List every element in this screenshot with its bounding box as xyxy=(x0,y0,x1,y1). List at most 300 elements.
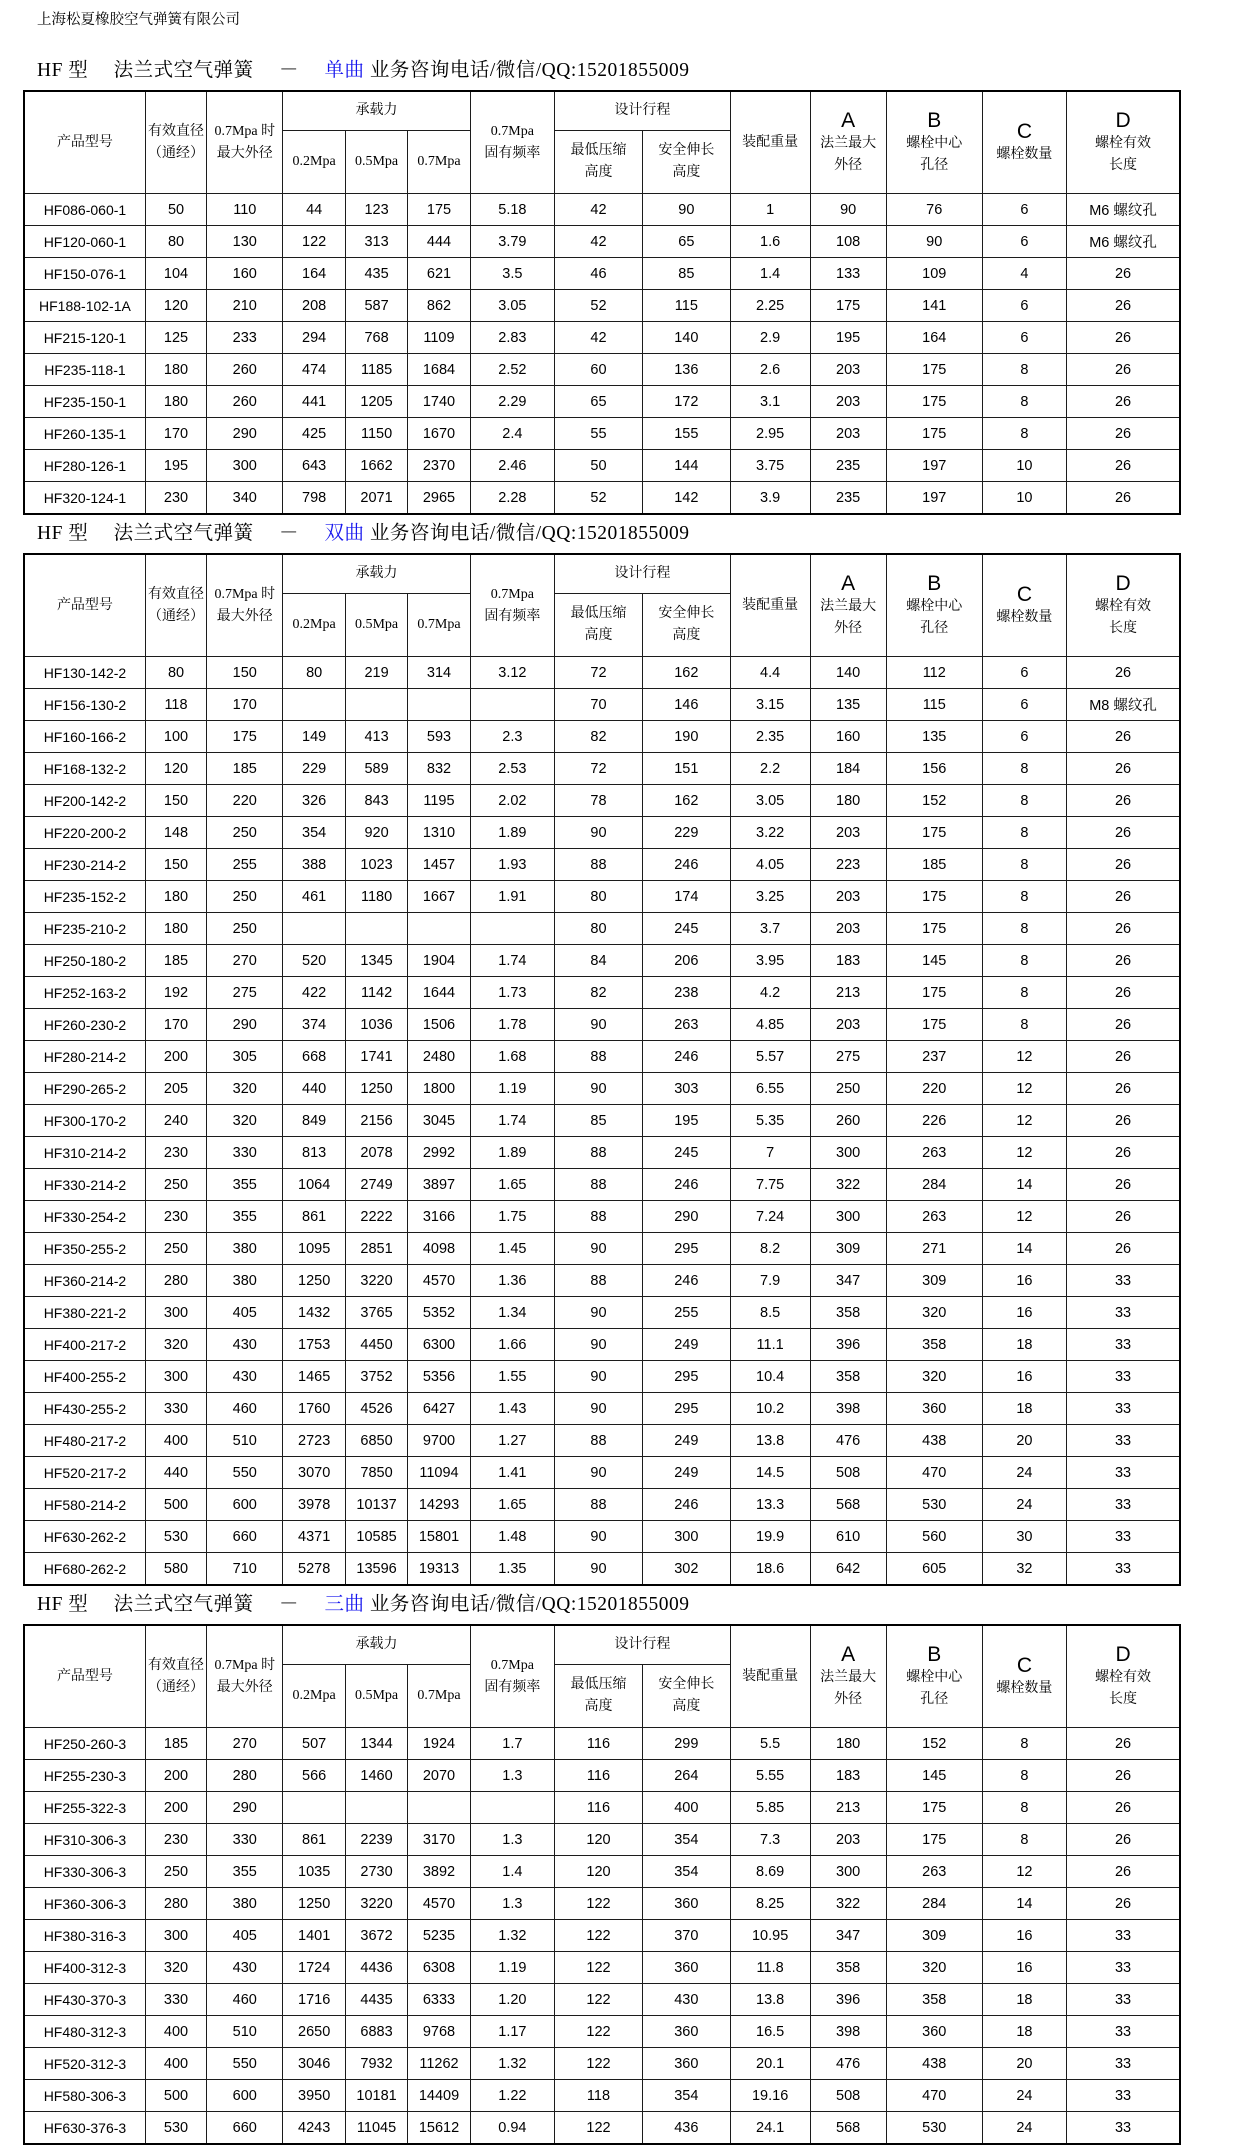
cell-product-model: HF220-200-2 xyxy=(24,817,145,849)
cell-effective-diameter: 280 xyxy=(145,1888,206,1920)
table-row xyxy=(24,194,1180,226)
cell-assembly-weight: 1 xyxy=(730,194,810,226)
cell-bolt-effective-length-d: 26 xyxy=(1067,1073,1180,1105)
cell-natural-frequency: 2.83 xyxy=(470,322,554,354)
cell-bolt-circle-diameter-b: 145 xyxy=(886,945,982,977)
cell-bolt-effective-length-d: 26 xyxy=(1067,1009,1180,1041)
cell-load-0.5mpa: 1205 xyxy=(345,386,407,418)
cell-safe-extended-height: 140 xyxy=(642,322,730,354)
header-col-c-letter: C xyxy=(1016,119,1032,143)
cell-bolt-effective-length-d: 26 xyxy=(1067,1888,1180,1920)
spec-section-triple xyxy=(0,1593,1247,2145)
header-load-02mpa: 0.2Mpa xyxy=(283,1665,345,1728)
cell-bolt-effective-length-d: 26 xyxy=(1067,817,1180,849)
cell-assembly-weight: 3.7 xyxy=(730,913,810,945)
cell-min-compressed-height: 88 xyxy=(555,1265,643,1297)
cell-flange-max-od-a: 398 xyxy=(810,1393,886,1425)
cell-load-0.2mpa: 643 xyxy=(283,450,345,482)
header-safe-extended-height xyxy=(642,131,730,194)
cell-load-0.5mpa: 3752 xyxy=(345,1361,407,1393)
cell-max-od: 260 xyxy=(207,354,283,386)
header-col-d-bolt-length xyxy=(1067,91,1180,194)
cell-max-od: 270 xyxy=(207,1728,283,1760)
cell-min-compressed-height: 122 xyxy=(555,1984,643,2016)
cell-product-model: HF520-312-3 xyxy=(24,2048,145,2080)
section-title xyxy=(37,1593,1247,1617)
cell-safe-extended-height: 246 xyxy=(642,1489,730,1521)
cell-load-0.2mpa: 566 xyxy=(283,1760,345,1792)
cell-bolt-count-c: 14 xyxy=(982,1888,1066,1920)
cell-flange-max-od-a: 358 xyxy=(810,1952,886,1984)
cell-flange-max-od-a: 476 xyxy=(810,1425,886,1457)
cell-min-compressed-height: 90 xyxy=(555,1009,643,1041)
cell-bolt-count-c: 8 xyxy=(982,1760,1066,1792)
cell-load-0.5mpa: 3220 xyxy=(345,1888,407,1920)
cell-flange-max-od-a: 203 xyxy=(810,418,886,450)
cell-load-0.7mpa xyxy=(408,1792,470,1824)
cell-min-compressed-height: 78 xyxy=(555,785,643,817)
spec-table-body xyxy=(24,194,1180,515)
header-natural-frequency-line1: 0.7Mpa xyxy=(490,123,534,139)
cell-load-0.2mpa: 388 xyxy=(283,849,345,881)
header-effective-diameter-line2: （通经） xyxy=(148,1679,204,1695)
cell-bolt-effective-length-d: 26 xyxy=(1067,290,1180,322)
header-load-05mpa: 0.5Mpa xyxy=(345,594,407,657)
header-effective-diameter-line2: （通经） xyxy=(148,145,204,161)
cell-max-od: 220 xyxy=(207,785,283,817)
cell-flange-max-od-a: 203 xyxy=(810,881,886,913)
cell-load-0.2mpa: 4371 xyxy=(283,1521,345,1553)
cell-product-model: HF300-170-2 xyxy=(24,1105,145,1137)
cell-max-od: 600 xyxy=(207,2080,283,2112)
cell-load-0.7mpa: 3892 xyxy=(408,1856,470,1888)
cell-bolt-circle-diameter-b: 152 xyxy=(886,785,982,817)
cell-load-0.7mpa: 1670 xyxy=(408,418,470,450)
header-col-d-bolt-length xyxy=(1067,1625,1180,1728)
cell-min-compressed-height: 90 xyxy=(555,1521,643,1553)
cell-natural-frequency: 1.35 xyxy=(470,1553,554,1586)
cell-product-model: HF200-142-2 xyxy=(24,785,145,817)
cell-load-0.5mpa: 1036 xyxy=(345,1009,407,1041)
cell-bolt-circle-diameter-b: 175 xyxy=(886,1009,982,1041)
cell-bolt-count-c: 12 xyxy=(982,1856,1066,1888)
cell-bolt-circle-diameter-b: 358 xyxy=(886,1329,982,1361)
cell-flange-max-od-a: 322 xyxy=(810,1888,886,1920)
header-min-compressed-line2: 高度 xyxy=(584,165,613,180)
cell-min-compressed-height: 88 xyxy=(555,1489,643,1521)
cell-min-compressed-height: 116 xyxy=(555,1760,643,1792)
cell-load-0.7mpa: 1109 xyxy=(408,322,470,354)
cell-max-od: 550 xyxy=(207,2048,283,2080)
header-col-b-letter: B xyxy=(927,1642,942,1666)
cell-assembly-weight: 19.16 xyxy=(730,2080,810,2112)
cell-load-0.5mpa: 4436 xyxy=(345,1952,407,1984)
cell-max-od: 380 xyxy=(207,1888,283,1920)
cell-min-compressed-height: 122 xyxy=(555,1920,643,1952)
cell-product-model: HF320-124-1 xyxy=(24,482,145,515)
cell-bolt-effective-length-d: 26 xyxy=(1067,450,1180,482)
header-safe-extended-line2: 高度 xyxy=(672,165,701,180)
cell-max-od: 110 xyxy=(207,194,283,226)
cell-product-model: HF160-166-2 xyxy=(24,721,145,753)
header-load-07mpa: 0.7Mpa xyxy=(408,131,470,194)
cell-bolt-effective-length-d: 33 xyxy=(1067,1425,1180,1457)
table-row xyxy=(24,1792,1180,1824)
cell-min-compressed-height: 116 xyxy=(555,1728,643,1760)
cell-safe-extended-height: 360 xyxy=(642,1952,730,1984)
cell-load-0.7mpa: 621 xyxy=(408,258,470,290)
cell-assembly-weight: 1.4 xyxy=(730,258,810,290)
cell-load-0.7mpa: 1667 xyxy=(408,881,470,913)
cell-flange-max-od-a: 396 xyxy=(810,1329,886,1361)
cell-assembly-weight: 2.95 xyxy=(730,418,810,450)
cell-assembly-weight: 2.9 xyxy=(730,322,810,354)
cell-effective-diameter: 400 xyxy=(145,2016,206,2048)
cell-load-0.2mpa: 1760 xyxy=(283,1393,345,1425)
table-row xyxy=(24,1105,1180,1137)
cell-natural-frequency: 1.3 xyxy=(470,1760,554,1792)
header-natural-frequency-line2: 固有频率 xyxy=(484,145,541,161)
cell-flange-max-od-a: 203 xyxy=(810,386,886,418)
cell-safe-extended-height: 151 xyxy=(642,753,730,785)
cell-natural-frequency: 2.4 xyxy=(470,418,554,450)
cell-bolt-effective-length-d: 26 xyxy=(1067,1041,1180,1073)
cell-flange-max-od-a: 160 xyxy=(810,721,886,753)
cell-effective-diameter: 500 xyxy=(145,1489,206,1521)
cell-bolt-effective-length-d: 26 xyxy=(1067,721,1180,753)
cell-bolt-count-c: 8 xyxy=(982,1009,1066,1041)
cell-safe-extended-height: 300 xyxy=(642,1521,730,1553)
cell-product-model: HF235-150-1 xyxy=(24,386,145,418)
table-row xyxy=(24,1728,1180,1760)
table-row xyxy=(24,1425,1180,1457)
title-variant-curve-type: 双曲 xyxy=(324,523,365,544)
table-row xyxy=(24,881,1180,913)
cell-bolt-effective-length-d: 26 xyxy=(1067,1824,1180,1856)
cell-natural-frequency: 2.28 xyxy=(470,482,554,515)
cell-safe-extended-height: 295 xyxy=(642,1393,730,1425)
header-min-compressed-height xyxy=(555,594,643,657)
cell-assembly-weight: 3.75 xyxy=(730,450,810,482)
cell-max-od: 130 xyxy=(207,226,283,258)
cell-bolt-count-c: 6 xyxy=(982,322,1066,354)
cell-flange-max-od-a: 195 xyxy=(810,322,886,354)
cell-product-model: HF290-265-2 xyxy=(24,1073,145,1105)
cell-bolt-count-c: 8 xyxy=(982,418,1066,450)
cell-product-model: HF480-217-2 xyxy=(24,1425,145,1457)
cell-bolt-effective-length-d: 33 xyxy=(1067,1329,1180,1361)
cell-load-0.2mpa: 1724 xyxy=(283,1952,345,1984)
cell-natural-frequency: 1.89 xyxy=(470,817,554,849)
cell-bolt-count-c: 16 xyxy=(982,1952,1066,1984)
header-col-c-bolt-count xyxy=(982,91,1066,194)
header-col-c-line1: 螺栓数量 xyxy=(996,146,1053,162)
cell-bolt-circle-diameter-b: 175 xyxy=(886,817,982,849)
table-row xyxy=(24,354,1180,386)
cell-load-0.2mpa: 813 xyxy=(283,1137,345,1169)
cell-bolt-circle-diameter-b: 560 xyxy=(886,1521,982,1553)
header-safe-extended-line2: 高度 xyxy=(672,1699,701,1714)
cell-max-od: 320 xyxy=(207,1105,283,1137)
header-col-b-bolt-circle xyxy=(886,554,982,657)
cell-assembly-weight: 16.5 xyxy=(730,2016,810,2048)
cell-product-model: HF255-230-3 xyxy=(24,1760,145,1792)
cell-load-0.5mpa: 3220 xyxy=(345,1265,407,1297)
cell-load-0.7mpa: 175 xyxy=(408,194,470,226)
cell-max-od: 355 xyxy=(207,1169,283,1201)
cell-load-0.7mpa: 15801 xyxy=(408,1521,470,1553)
cell-load-0.5mpa: 1460 xyxy=(345,1760,407,1792)
cell-load-0.7mpa: 593 xyxy=(408,721,470,753)
cell-load-0.5mpa: 4526 xyxy=(345,1393,407,1425)
header-load-07mpa: 0.7Mpa xyxy=(408,1665,470,1728)
cell-bolt-effective-length-d: 26 xyxy=(1067,849,1180,881)
cell-effective-diameter: 400 xyxy=(145,1425,206,1457)
table-row xyxy=(24,322,1180,354)
cell-flange-max-od-a: 203 xyxy=(810,913,886,945)
cell-assembly-weight: 5.57 xyxy=(730,1041,810,1073)
cell-natural-frequency: 0.94 xyxy=(470,2112,554,2145)
cell-load-0.2mpa: 1095 xyxy=(283,1233,345,1265)
cell-bolt-count-c: 32 xyxy=(982,1553,1066,1586)
cell-natural-frequency xyxy=(470,913,554,945)
cell-min-compressed-height: 88 xyxy=(555,1169,643,1201)
table-row xyxy=(24,1824,1180,1856)
cell-safe-extended-height: 85 xyxy=(642,258,730,290)
cell-max-od: 340 xyxy=(207,482,283,515)
cell-natural-frequency: 1.43 xyxy=(470,1393,554,1425)
cell-bolt-count-c: 8 xyxy=(982,753,1066,785)
cell-assembly-weight: 2.25 xyxy=(730,290,810,322)
cell-load-0.7mpa: 6308 xyxy=(408,1952,470,1984)
cell-load-0.2mpa: 1465 xyxy=(283,1361,345,1393)
cell-load-0.7mpa: 5352 xyxy=(408,1297,470,1329)
cell-load-0.5mpa: 7850 xyxy=(345,1457,407,1489)
cell-assembly-weight: 3.05 xyxy=(730,785,810,817)
cell-natural-frequency: 1.41 xyxy=(470,1457,554,1489)
header-col-a-letter: A xyxy=(841,1642,856,1666)
header-col-a-flange-od xyxy=(810,1625,886,1728)
table-row xyxy=(24,817,1180,849)
cell-load-0.7mpa: 6427 xyxy=(408,1393,470,1425)
cell-assembly-weight: 3.15 xyxy=(730,689,810,721)
cell-bolt-circle-diameter-b: 309 xyxy=(886,1265,982,1297)
header-min-compressed-height xyxy=(555,1665,643,1728)
cell-max-od: 250 xyxy=(207,913,283,945)
cell-max-od: 355 xyxy=(207,1201,283,1233)
cell-product-model: HF280-214-2 xyxy=(24,1041,145,1073)
cell-load-0.7mpa: 1684 xyxy=(408,354,470,386)
cell-bolt-circle-diameter-b: 175 xyxy=(886,913,982,945)
cell-natural-frequency: 1.91 xyxy=(470,881,554,913)
cell-load-0.5mpa: 2222 xyxy=(345,1201,407,1233)
table-row xyxy=(24,258,1180,290)
cell-effective-diameter: 530 xyxy=(145,2112,206,2145)
header-col-b-line1: 螺栓中心 xyxy=(906,1669,963,1685)
cell-product-model: HF156-130-2 xyxy=(24,689,145,721)
cell-bolt-count-c: 6 xyxy=(982,689,1066,721)
header-assembly-weight: 装配重量 xyxy=(730,554,810,657)
table-row xyxy=(24,290,1180,322)
cell-load-0.2mpa: 164 xyxy=(283,258,345,290)
cell-bolt-effective-length-d: 26 xyxy=(1067,386,1180,418)
cell-flange-max-od-a: 223 xyxy=(810,849,886,881)
cell-effective-diameter: 240 xyxy=(145,1105,206,1137)
cell-bolt-circle-diameter-b: 175 xyxy=(886,386,982,418)
cell-assembly-weight: 19.9 xyxy=(730,1521,810,1553)
cell-safe-extended-height: 174 xyxy=(642,881,730,913)
cell-effective-diameter: 250 xyxy=(145,1856,206,1888)
cell-flange-max-od-a: 275 xyxy=(810,1041,886,1073)
cell-bolt-count-c: 12 xyxy=(982,1201,1066,1233)
cell-min-compressed-height: 42 xyxy=(555,322,643,354)
cell-natural-frequency: 1.32 xyxy=(470,2048,554,2080)
cell-flange-max-od-a: 568 xyxy=(810,1489,886,1521)
cell-assembly-weight: 10.4 xyxy=(730,1361,810,1393)
cell-flange-max-od-a: 235 xyxy=(810,450,886,482)
header-safe-extended-line1: 安全伸长 xyxy=(658,1677,715,1693)
cell-load-0.7mpa: 444 xyxy=(408,226,470,258)
header-col-a-line1: 法兰最大 xyxy=(820,598,877,614)
cell-load-0.2mpa xyxy=(283,689,345,721)
cell-min-compressed-height: 122 xyxy=(555,1888,643,1920)
cell-flange-max-od-a: 203 xyxy=(810,817,886,849)
cell-safe-extended-height: 249 xyxy=(642,1329,730,1361)
cell-safe-extended-height: 290 xyxy=(642,1201,730,1233)
cell-effective-diameter: 50 xyxy=(145,194,206,226)
cell-safe-extended-height: 144 xyxy=(642,450,730,482)
cell-effective-diameter: 230 xyxy=(145,1137,206,1169)
cell-safe-extended-height: 299 xyxy=(642,1728,730,1760)
title-prefix: HF 型 法兰式空气弹簧 － xyxy=(37,60,325,81)
cell-bolt-count-c: 18 xyxy=(982,1329,1066,1361)
cell-load-0.2mpa: 1064 xyxy=(283,1169,345,1201)
header-safe-extended-line1: 安全伸长 xyxy=(658,606,715,622)
cell-bolt-effective-length-d: 26 xyxy=(1067,1169,1180,1201)
cell-load-0.7mpa: 15612 xyxy=(408,2112,470,2145)
cell-bolt-effective-length-d: 33 xyxy=(1067,1297,1180,1329)
table-row xyxy=(24,977,1180,1009)
cell-assembly-weight: 7.24 xyxy=(730,1201,810,1233)
cell-natural-frequency: 1.89 xyxy=(470,1137,554,1169)
cell-bolt-count-c: 6 xyxy=(982,657,1066,689)
header-col-d-letter: D xyxy=(1115,571,1131,595)
cell-load-0.7mpa: 3170 xyxy=(408,1824,470,1856)
cell-bolt-effective-length-d: 26 xyxy=(1067,1105,1180,1137)
cell-product-model: HF380-221-2 xyxy=(24,1297,145,1329)
cell-bolt-count-c: 12 xyxy=(982,1105,1066,1137)
table-row xyxy=(24,1457,1180,1489)
cell-min-compressed-height: 42 xyxy=(555,194,643,226)
table-row xyxy=(24,1201,1180,1233)
cell-bolt-count-c: 14 xyxy=(982,1233,1066,1265)
table-row xyxy=(24,1393,1180,1425)
cell-safe-extended-height: 370 xyxy=(642,1920,730,1952)
cell-bolt-effective-length-d: 33 xyxy=(1067,1553,1180,1586)
header-col-b-line2: 孔径 xyxy=(920,157,949,173)
cell-bolt-effective-length-d: 33 xyxy=(1067,2016,1180,2048)
table-row xyxy=(24,1361,1180,1393)
cell-load-0.2mpa xyxy=(283,1792,345,1824)
cell-natural-frequency: 1.32 xyxy=(470,1920,554,1952)
cell-load-0.7mpa: 5356 xyxy=(408,1361,470,1393)
cell-load-0.7mpa: 1195 xyxy=(408,785,470,817)
header-load-capacity-group: 承载力 xyxy=(283,1625,470,1665)
cell-natural-frequency: 2.29 xyxy=(470,386,554,418)
cell-product-model: HF252-163-2 xyxy=(24,977,145,1009)
cell-max-od: 660 xyxy=(207,1521,283,1553)
cell-natural-frequency: 2.02 xyxy=(470,785,554,817)
cell-max-od: 380 xyxy=(207,1265,283,1297)
table-row xyxy=(24,1009,1180,1041)
header-row-groups xyxy=(24,91,1180,131)
cell-min-compressed-height: 60 xyxy=(555,354,643,386)
cell-natural-frequency: 3.79 xyxy=(470,226,554,258)
cell-effective-diameter: 250 xyxy=(145,1169,206,1201)
cell-max-od: 290 xyxy=(207,1009,283,1041)
cell-bolt-count-c: 4 xyxy=(982,258,1066,290)
cell-bolt-count-c: 8 xyxy=(982,785,1066,817)
cell-load-0.2mpa: 2723 xyxy=(283,1425,345,1457)
header-effective-diameter xyxy=(145,91,206,194)
cell-bolt-effective-length-d: 26 xyxy=(1067,913,1180,945)
cell-bolt-circle-diameter-b: 470 xyxy=(886,2080,982,2112)
header-max-od xyxy=(207,554,283,657)
table-row xyxy=(24,913,1180,945)
cell-product-model: HF330-254-2 xyxy=(24,1201,145,1233)
cell-load-0.5mpa: 2071 xyxy=(345,482,407,515)
cell-load-0.2mpa: 1035 xyxy=(283,1856,345,1888)
cell-bolt-count-c: 8 xyxy=(982,945,1066,977)
cell-load-0.2mpa: 861 xyxy=(283,1824,345,1856)
cell-max-od: 510 xyxy=(207,1425,283,1457)
cell-load-0.7mpa: 832 xyxy=(408,753,470,785)
header-max-od xyxy=(207,91,283,194)
cell-bolt-effective-length-d: 26 xyxy=(1067,1856,1180,1888)
cell-max-od: 255 xyxy=(207,849,283,881)
cell-load-0.2mpa: 149 xyxy=(283,721,345,753)
header-load-capacity-group: 承载力 xyxy=(283,554,470,594)
cell-flange-max-od-a: 133 xyxy=(810,258,886,290)
cell-safe-extended-height: 229 xyxy=(642,817,730,849)
cell-bolt-count-c: 10 xyxy=(982,450,1066,482)
sections-container xyxy=(0,59,1247,2145)
cell-load-0.5mpa: 10181 xyxy=(345,2080,407,2112)
cell-min-compressed-height: 88 xyxy=(555,1201,643,1233)
cell-load-0.2mpa: 3046 xyxy=(283,2048,345,2080)
table-row xyxy=(24,1984,1180,2016)
header-col-a-line2: 外径 xyxy=(834,620,863,636)
table-row xyxy=(24,945,1180,977)
cell-min-compressed-height: 70 xyxy=(555,689,643,721)
cell-flange-max-od-a: 322 xyxy=(810,1169,886,1201)
table-row xyxy=(24,1920,1180,1952)
header-max-od-line1: 0.7Mpa 时 xyxy=(214,1657,276,1673)
cell-bolt-circle-diameter-b: 112 xyxy=(886,657,982,689)
table-row xyxy=(24,386,1180,418)
header-col-b-bolt-circle xyxy=(886,1625,982,1728)
table-row xyxy=(24,2080,1180,2112)
cell-load-0.7mpa: 2070 xyxy=(408,1760,470,1792)
cell-assembly-weight: 8.5 xyxy=(730,1297,810,1329)
cell-safe-extended-height: 360 xyxy=(642,2016,730,2048)
cell-bolt-count-c: 24 xyxy=(982,2080,1066,2112)
cell-load-0.2mpa: 1716 xyxy=(283,1984,345,2016)
cell-max-od: 250 xyxy=(207,817,283,849)
cell-bolt-circle-diameter-b: 271 xyxy=(886,1233,982,1265)
cell-assembly-weight: 8.2 xyxy=(730,1233,810,1265)
cell-load-0.5mpa: 1345 xyxy=(345,945,407,977)
